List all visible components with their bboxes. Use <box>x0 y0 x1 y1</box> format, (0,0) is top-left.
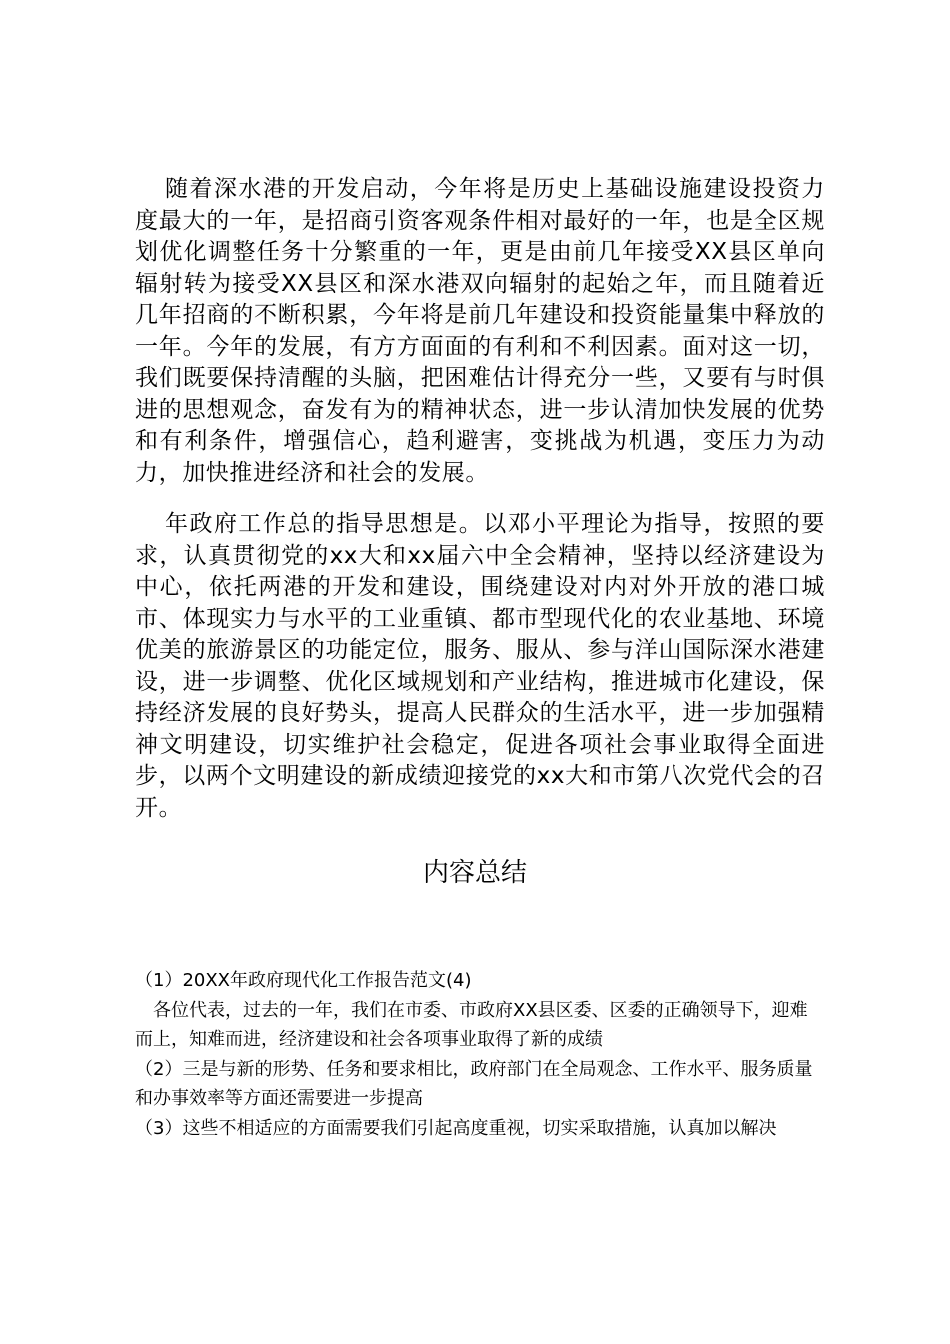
summary-title: 内容总结 <box>422 858 527 888</box>
summary-item-3 <box>135 1114 825 1144</box>
body-paragraph-1: 随着深水港的开发启动，今年将是历史上基础设施建设投资力度最大的一年，是招商引资客观条件相对最好的一年，也是全区规划优化调整任务十分繁重的一年，更是由前几年接受XX县区单向辐射转为接受XX县区和深水港双向辐射的起始之年，而且随着近几年招商的不断积累，今年将是前几年建设和投资能量集中释放的一年。今年的发展，有方方面面的有利和不利因素。面对这一切，我们既要保持清醒的头脑，把困难估计得充分一些，又要有与时俱进的思想观念，奋发有为的精神状态，进一步认清加快发展的优势和有利条件，增强信心，趋利避害，变挑战为机遇，变压力为动力，加快推进经济和社会的发展。 <box>135 176 825 486</box>
summary-item-text: （1）20XX年政府现代化工作报告范文(4) <box>135 970 472 991</box>
summary-item-1 <box>135 966 825 1055</box>
body-paragraph-2: 年政府工作总的指导思想是。以邓小平理论为指导，按照的要求，认真贯彻党的xx大和xx届六中全会精神，坚持以经济建设为中心，依托两港的开发和建设，围绕建设对内对外开放的港口城市、体现实力与水平的工业重镇、都市型现代化的农业基地、环境优美的旅游景区的功能定位，服务、服从、参与洋山国际深水港建设，进一步调整、优化区域规划和产业结构，推进城市化建设，保持经济发展的良好势头，提高人民群众的生活水平，进一步加强精神文明建设，切实维护社会稳定，促进各项社会事业取得全面进步，以两个文明建设的新成绩迎接党的xx大和市第八次党代会的召开。 <box>135 511 825 821</box>
summary-item-subtext: 各位代表，过去的一年，我们在市委、市政府XX县区委、区委的正确领导下，迎难而上，知难而进，经济建设和社会各项事业取得了新的成绩 <box>135 999 808 1050</box>
summary-item-text: （2）三是与新的形势、任务和要求相比，政府部门在全局观念、工作水平、服务质量和办事效率等方面还需要进一步提高 <box>135 1058 813 1109</box>
summary-item-text: （3）这些不相适应的方面需要我们引起高度重视，切实采取措施，认真加以解决 <box>135 1117 777 1139</box>
summary-list <box>135 966 825 1143</box>
summary-item-2 <box>135 1055 825 1114</box>
